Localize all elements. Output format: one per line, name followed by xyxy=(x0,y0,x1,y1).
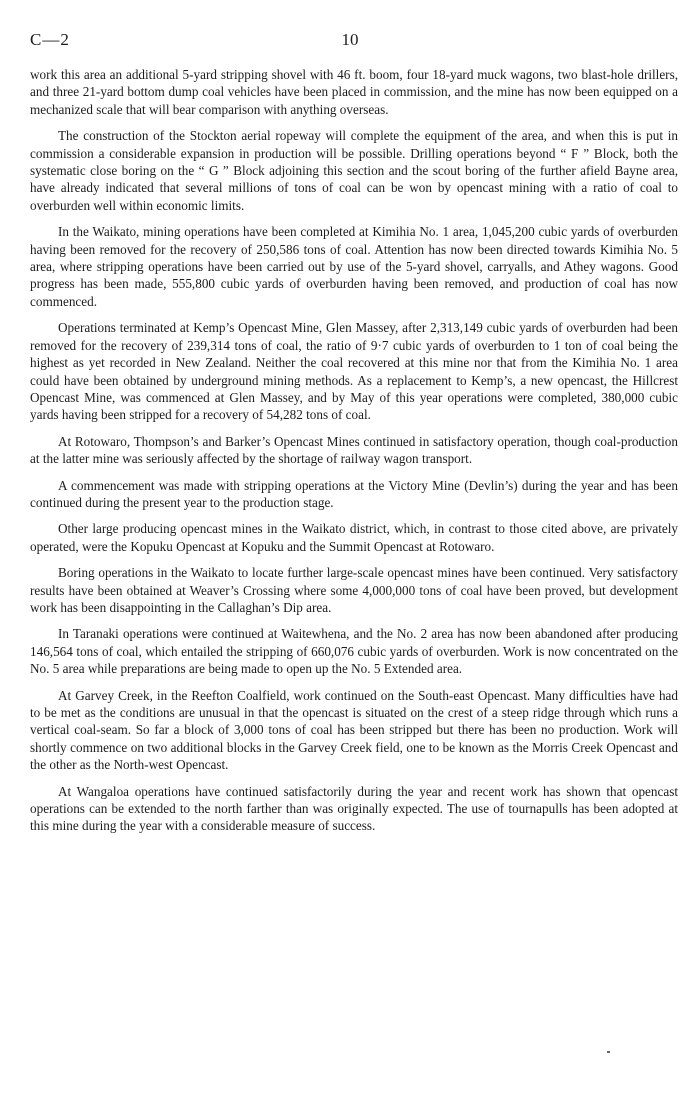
paragraph-continuation: work this area an additional 5-yard stripping shovel with 46 ft. boom, four 18-yard muck wagons, two blast-hole drillers, and three 21-yard bottom dump coal vehicles have been placed in commission, and the mine has now been equipped on a mechanized scale that will bear comparison with anything overseas. xyxy=(30,67,678,117)
paragraph-stockton-ropeway: The construction of the Stockton aerial ropeway will complete the equipment of the area, and when this is put in commission a considerable expansion in production will be possible. Drilling operations beyond “ F ” Block, both the systematic close boring on the “ G ” Block adjoining this section and the scout boring of the further afield Bayne area, have already indicated that several millions of tons of coal can be won by opencast mining with a ratio of coal to overburden well within economic limits. xyxy=(30,128,678,213)
page-header xyxy=(30,30,670,54)
paragraph-garvey-creek: At Garvey Creek, in the Reefton Coalfield, work continued on the South-east Opencast. Many difficulties have had to be met as the conditions are unusual in that the opencast is situated on the crest of a steep ridge through which runs a vertical coal-seam. So far a block of 3,000 tons of coal has been stripped but there has been no production. Work will shortly commence on two additional blocks in the Garvey Creek field, one to be known as the Morris Creek Opencast and the other as the North-west Opencast. xyxy=(30,687,678,773)
paragraph-waikato-kimihia: In the Waikato, mining operations have been completed at Kimihia No. 1 area, 1,045,200 cubic yards of overburden having been removed for the recovery of 250,586 tons of coal. Attention has now been directed towards Kimihia No. 5 area, where stripping operations have been carried out by use of the 5-yard shovel, carryalls, and Athey wagons. Good progress has been made, 555,800 cubic yards of overburden having been removed, and production of coal has now commenced. xyxy=(30,224,678,309)
document-reference: C—2 xyxy=(30,30,70,49)
print-mark xyxy=(607,1051,610,1053)
body-text xyxy=(30,66,678,844)
paragraph-boring-operations: Boring operations in the Waikato to locate further large-scale opencast mines have been continued. Very satisfactory results have been obtained at Weaver’s Crossing where some 4,000,000 tons of coal have been proved, but development work has been disappointing in the Callaghan’s Dip area. xyxy=(30,565,678,615)
paragraph-private-opencasts: Other large producing opencast mines in the Waikato district, which, in contrast to those cited above, are privately operated, were the Kopuku Opencast at Kopuku and the Summit Opencast at Rotowaro. xyxy=(30,521,678,554)
paragraph-victory-mine: A commencement was made with stripping operations at the Victory Mine (Devlin’s) during the year and has been continued during the present year to the production stage. xyxy=(30,477,678,510)
paragraph-kemps-opencast: Operations terminated at Kemp’s Opencast Mine, Glen Massey, after 2,313,149 cubic yards of overburden had been removed for the recovery of 239,314 tons of coal, the ratio of 9·7 cubic yards of overburden to 1 ton of coal being the highest as yet recorded in New Zealand. Neither the coal recovered at this mine nor that from the Kimihia No. 1 area could have been obtained by underground mining methods. As a replacement to Kemp’s, a new opencast, the Hillcrest Opencast Mine, was commenced at Glen Massey, and by May of this year operations were completed, 380,000 cubic yards having been stripped for a recovery of 54,282 tons of coal. xyxy=(30,320,678,423)
paragraph-taranaki: In Taranaki operations were continued at Waitewhena, and the No. 2 area has now been abandoned after producing 146,564 tons of coal, which entailed the stripping of 660,076 cubic yards of overburden. Work is now concentrated on the No. 5 area while preparations are being made to open up the No. 5 Extended area. xyxy=(30,626,678,677)
page-number: 10 xyxy=(341,30,359,49)
paragraph-wangaloa: At Wangaloa operations have continued satisfactorily during the year and recent work has shown that opencast operations can be extended to the north farther than was originally expected. The use of tournapulls has been adopted at this mine during the year with a considerable measure of success. xyxy=(30,783,678,834)
paragraph-rotowaro: At Rotowaro, Thompson’s and Barker’s Opencast Mines continued in satisfactory operation, though coal-production at the latter mine was seriously affected by the shortage of railway wagon transport. xyxy=(30,433,678,467)
